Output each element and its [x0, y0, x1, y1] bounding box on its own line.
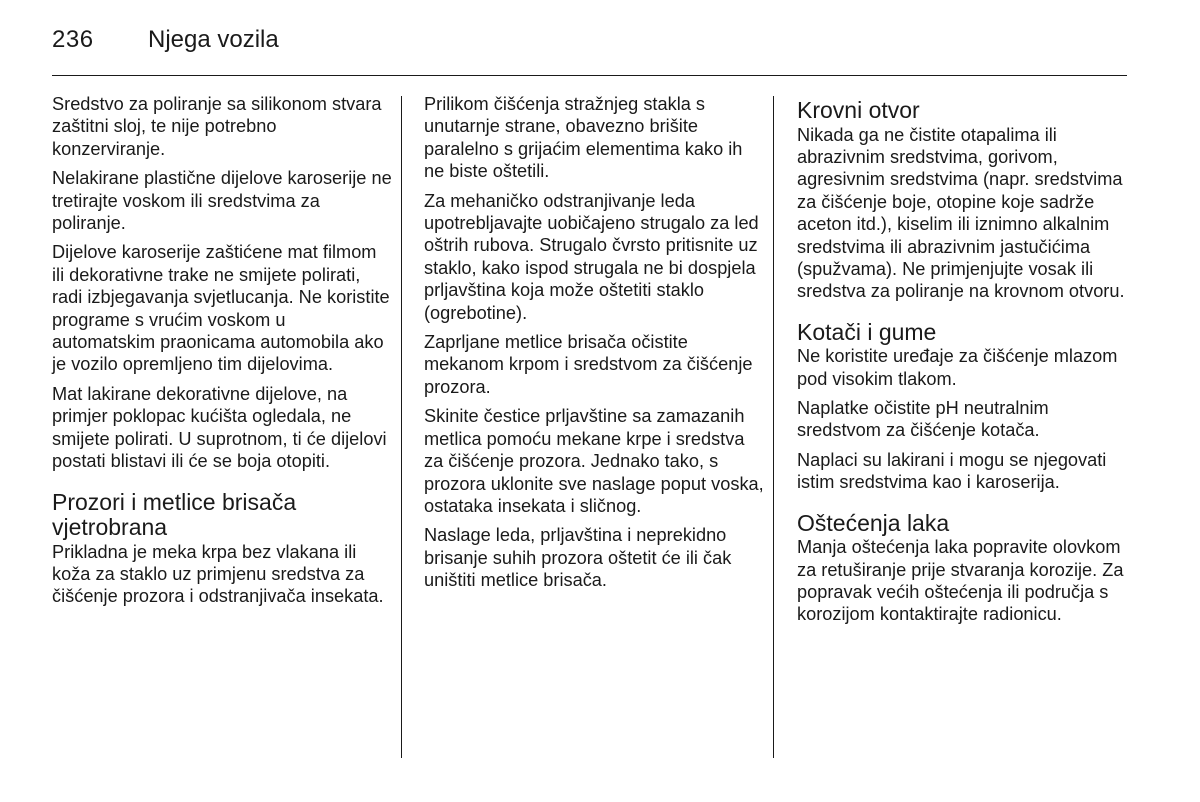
- paragraph: Zaprljane metlice brisača očistite mekanom krpom i sredstvom za čišćenje prozora.: [424, 332, 753, 397]
- paragraph: Skinite čestice prljavštine sa zamazanih metlica pomoću mekane krpe i sredstva za čišćenje prozora. Jednako tako, s prozora uklonite sve naslage poput voska, ostataka insekata i sličnog.: [424, 406, 764, 516]
- section-heading: Prozori i metlice brisača vjetrobrana: [52, 488, 297, 540]
- text-column-1: [52, 93, 392, 615]
- paragraph: Naplaci su lakirani i mogu se njegovati istim sredstvima kao i karoserija.: [797, 449, 1107, 493]
- section-heading: Krovni otvor: [797, 97, 920, 123]
- section-heading: Kotači i gume: [797, 318, 937, 345]
- text-column-3: [797, 93, 1137, 633]
- paragraph: Nelakirane plastične dijelove karoserije ne tretirajte voskom ili sredstvima za poliranje.: [52, 168, 392, 234]
- paragraph: Mat lakirane dekorativne dijelove, na primjer poklopac kućišta ogledala, ne smijete polirati. U suprotnom, ti će dijelovi postati blistavi ili će se boja otopiti.: [52, 383, 387, 472]
- text-column-2: [424, 93, 764, 599]
- page-title: Njega vozila: [148, 26, 279, 53]
- page-header: [52, 22, 1127, 62]
- column-divider: [773, 96, 774, 758]
- paragraph: Ne koristite uređaje za čišćenje mlazom pod visokim tlakom.: [797, 346, 1118, 389]
- paragraph: Dijelove karoserije zaštićene mat filmom ili dekorativne trake ne smijete polirati, radi izbjegavanja svjetlucanja. Ne koristite programe s vrućim voskom u automatskim praonicama automobila ako je vozilo opremljeno tim dijelovima.: [52, 242, 390, 375]
- paragraph: Manja oštećenja laka popravite olovkom za retuširanje prije stvaranja korozije. Za popravak većih oštećenja ili područja s korozijom kontaktirajte radionicu.: [797, 537, 1124, 625]
- paragraph: Prilikom čišćenja stražnjeg stakla s unutarnje strane, obavezno brišite paralelno s grijaćim elementima kako ih ne biste oštetili.: [424, 94, 743, 182]
- header-rule: [52, 75, 1127, 76]
- paragraph: Naplatke očistite pH neutralnim sredstvom za čišćenje kotača.: [797, 398, 1049, 441]
- column-divider: [401, 96, 402, 758]
- page-number: 236: [52, 26, 94, 53]
- paragraph: Nikada ga ne čistite otapalima ili abrazivnim sredstvima, gorivom, agresivnim sredstvima (napr. sredstvima za čišćenje boje, otopine koje sadrže aceton itd.), kiselim ili iznimno alkalnim sredstvima ili abrazivnim jastučićima (spužvama). Ne primjenjujte vosak ili sredstva za poliranje na krovnom otvoru.: [797, 124, 1125, 302]
- paragraph: Za mehaničko odstranjivanje leda upotrebljavajte uobičajeno strugalo za led oštrih rubova. Strugalo čvrsto pritisnite uz staklo, kako ispod strugala ne bi dospjela prljavština koja može oštetiti staklo (ogrebotine).: [424, 190, 759, 323]
- paragraph: Prikladna je meka krpa bez vlakana ili koža za staklo uz primjenu sredstva za čišćenje prozora i odstranjivača insekata.: [52, 541, 384, 607]
- paragraph: Sredstvo za poliranje sa silikonom stvara zaštitni sloj, te nije potrebno konzerviranje.: [52, 94, 382, 159]
- section-heading: Oštećenja laka: [797, 509, 950, 536]
- paragraph: Naslage leda, prljavština i neprekidno brisanje suhih prozora oštetit će ili čak uništiti metlice brisača.: [424, 525, 732, 591]
